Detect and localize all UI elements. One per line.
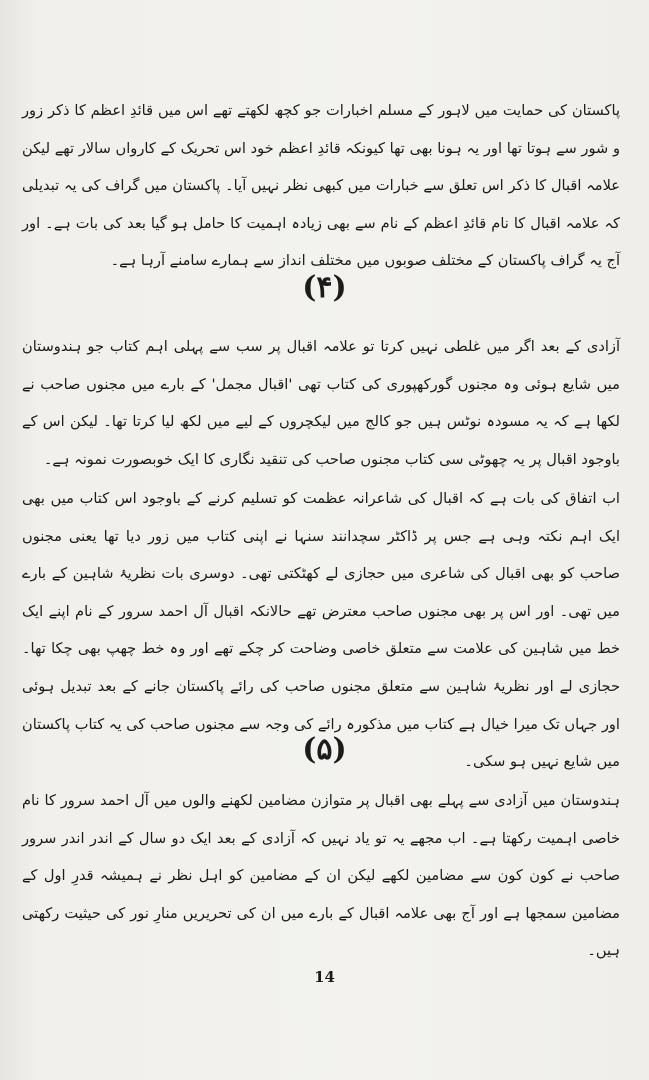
section-number-4: (۴) xyxy=(302,270,347,305)
paragraph-text: پاکستان کی حمایت میں لاہور کے مسلم اخبارات جو کچھ لکھتے تھے اس میں قائدِ اعظم کا ذکر زور و شور سے ہوتا تھا اور یہ ہونا بھی تھا کیونکہ قائدِ اعظم خود اس تحریک کے کارواں سالار تھے لیکن علامہ اقبال کا ذکر اس تعلق سے خبارات میں کبھی نظر نہیں آیا۔ پاکستان میں گراف کی یہ تبدیلی کہ علامہ اقبال کا نام قائدِ اعظم کے نام سے بھی زیادہ اہمیت کا حامل ہو گیا بعد کی بات ہے۔ اور آج یہ گراف پاکستان کے مختلف صوبوں میں مختلف انداز سے ہمارے سامنے آرہا ہے۔ xyxy=(22,102,620,270)
paragraph-text: ہندوستان میں آزادی سے پہلے بھی اقبال پر متوازن مضامین لکھنے والوں میں آل احمد سرور کا نام خاصی اہمیت رکھتا ہے۔ اب مجھے یہ تو یاد نہیں کہ آزادی کے بعد ایک دو سال کے اندر اندر سرور صاحب نے کون کون سے مضامین لکھے لیکن ان کے مضامین کو اہل نظر نے ہمیشہ قدرِ اول کے مضامین سمجھا ہے اور آج بھی علامہ اقبال کے بارے میں ان کی تحریریں منارِ نور کی حیثیت رکھتی ہیں۔ xyxy=(22,792,620,960)
paragraph-4 xyxy=(22,782,620,970)
page-number: 14 xyxy=(314,968,335,986)
paragraph-text: اب اتفاق کی بات ہے کہ اقبال کی شاعرانہ عظمت کو تسلیم کرنے کے باوجود اس کتاب میں بھی ایک اہم نکتہ وہی ہے جس پر ڈاکٹر سچدانند سنہا نے اپنی کتاب میں زور دیا تھا یعنی مجنوں صاحب کو بھی اقبال کی شاعری میں حجازی لے کھٹکتی تھی۔ دوسری بات نظریۂ شاہین کے بارے میں تھی۔ اور اس پر بھی مجنوں صاحب معترض تھے حالانکہ اقبال آل احمد سرور کے نام اپنے ایک خط میں شاہین کی علامت سے متعلق خاصی وضاحت کر چکے تھے اور وہ خط چھپ بھی چکا تھا۔ حجازی لے اور نظریۂ شاہین سے متعلق مجنوں صاحب کی رائے پاکستان جانے کے بعد تبدیل ہوئی اور جہاں تک میرا خیال ہے کتاب میں مذکورہ رائے کی وجہ سے مجنوں صاحب کی یہ کتاب پاکستان میں شایع نہیں ہو سکی۔ xyxy=(22,490,620,771)
paragraph-1 xyxy=(22,92,620,280)
paragraph-2 xyxy=(22,328,620,478)
paragraph-text: آزادی کے بعد اگر میں غلطی نہیں کرتا تو علامہ اقبال پر سب سے پہلی اہم کتاب جو ہندوستان میں شایع ہوئی وہ مجنوں گورکھپوری کی کتاب تھی 'اقبال مجمل' کے بارے میں مجنوں صاحب نے لکھا ہے کہ یہ مسودہ نوٹس ہیں جو کالج میں لیکچروں کے لیے میں لکھ لیا کرتا تھا۔ لیکن اس کے باوجود اقبال پر یہ چھوٹی سی کتاب مجنوں صاحب کی تنقید نگاری کا ایک خوبصورت نمونہ ہے۔ xyxy=(22,338,620,468)
section-number-5: (۵) xyxy=(302,732,347,767)
